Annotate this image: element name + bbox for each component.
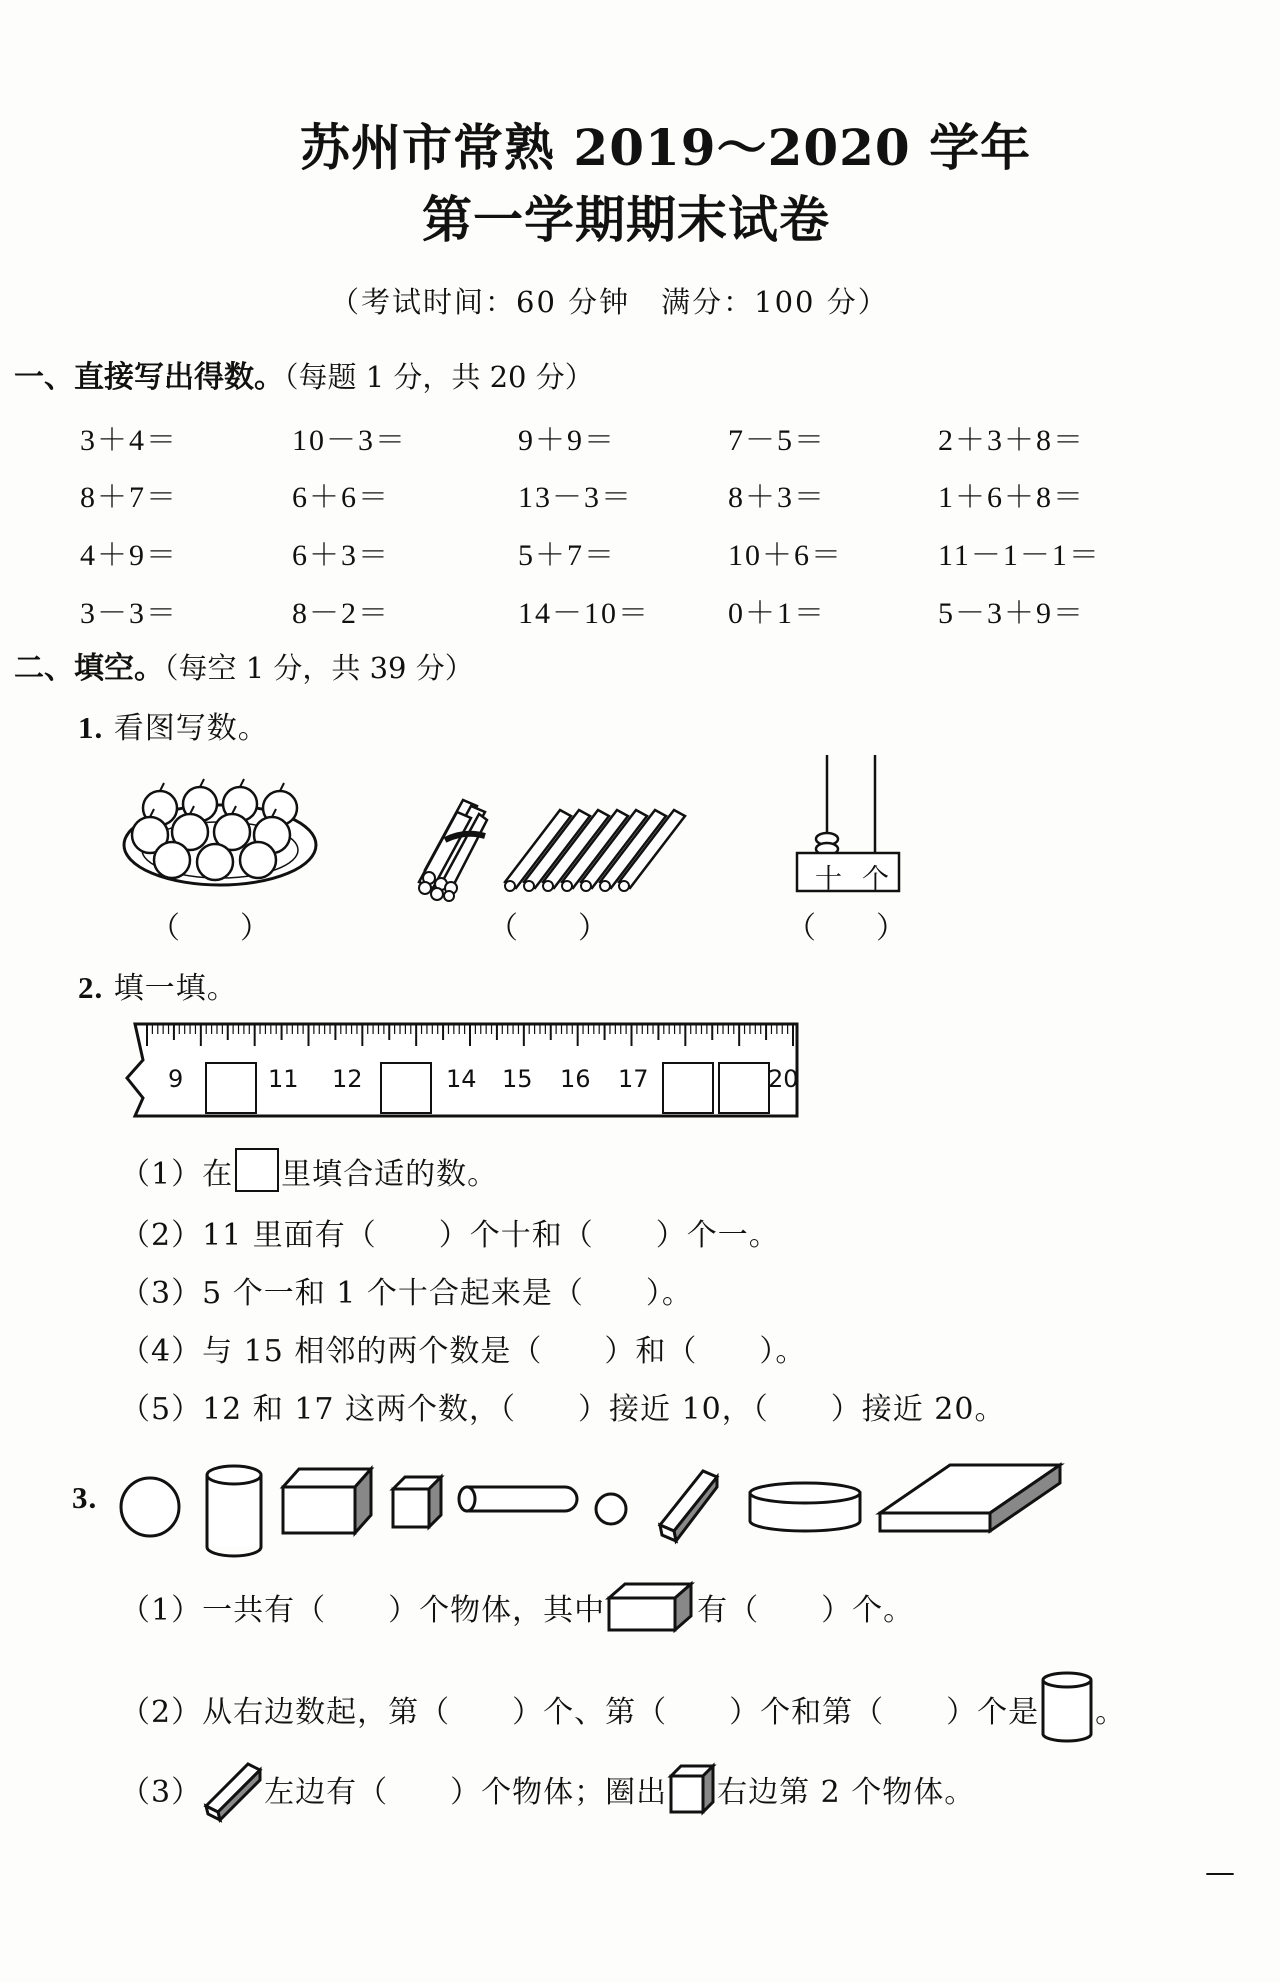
ruler-answer-box[interactable] — [718, 1062, 770, 1114]
equation: 7－5＝ — [728, 424, 826, 457]
equation: 3＋4＝ — [80, 424, 178, 457]
ruler-answer-box[interactable] — [380, 1062, 432, 1114]
section1-note: （每题 1 分，共 20 分） — [284, 360, 594, 394]
q2-sub-1-suffix: 里填合适的数。 — [281, 1157, 499, 1192]
sticks-bundle-picture — [415, 790, 695, 900]
q3-sub-1-suffix: 有（ ）个。 — [697, 1593, 915, 1628]
sphere-shape — [121, 1478, 179, 1536]
title-line-1: 苏州市常熟 2019～2020 学年 — [300, 118, 1032, 177]
q2-sub-1 — [120, 1148, 498, 1193]
equation: 3－3＝ — [80, 597, 178, 630]
equation: 9＋9＝ — [518, 424, 616, 457]
q2-sub-1-prefix: （1）在 — [120, 1157, 234, 1192]
ruler-number: 12 — [332, 1065, 363, 1093]
q3-sub-2-suffix: 。 — [1095, 1695, 1127, 1730]
q3-sub-2-prefix: （2）从右边数起，第（ ）个、第（ ）个和第（ ）个是 — [120, 1695, 1040, 1730]
inline-square-icon — [235, 1148, 279, 1192]
equation: 0＋1＝ — [728, 597, 826, 630]
lying-cylinder-shape — [459, 1487, 577, 1511]
equation: 10－3＝ — [292, 424, 407, 457]
cuboid-icon — [605, 1580, 697, 1634]
ruler-number: 9 — [168, 1065, 184, 1093]
abacus-label-tens: 十 — [815, 864, 842, 895]
flat-board-shape — [880, 1465, 1060, 1531]
q3-sub-1 — [120, 1580, 914, 1634]
solid-shapes-row — [115, 1455, 1075, 1565]
q3-sub-3 — [120, 1758, 975, 1824]
small-sphere-shape — [596, 1494, 626, 1524]
equation: 13－3＝ — [518, 481, 633, 514]
q3-sub-3-middle: 左边有（ ）个物体；圈出 — [264, 1775, 668, 1810]
equation: 1＋6＋8＝ — [938, 481, 1085, 514]
equation: 10＋6＝ — [728, 539, 843, 572]
question-1-text: 看图写数。 — [113, 711, 269, 746]
q2-sub-5: （5）12 和 17 这两个数，（ ）接近 10，（ ）接近 20。 — [120, 1392, 1006, 1427]
title-line-2: 第一学期期末试卷 — [422, 190, 830, 249]
equation: 8－2＝ — [292, 597, 390, 630]
equation: 8＋7＝ — [80, 481, 178, 514]
ruler-number: 20 — [768, 1065, 799, 1093]
section2-heading — [14, 643, 474, 687]
long-cuboid-shape — [660, 1471, 717, 1541]
page-mark: — — [1205, 1855, 1235, 1890]
equation: 2＋3＋8＝ — [938, 424, 1085, 457]
cube-icon — [667, 1762, 717, 1816]
equation: 8＋3＝ — [728, 481, 826, 514]
answer-blank-abacus[interactable]: （ ） — [786, 911, 906, 946]
section2-title: 二、填空。 — [14, 651, 164, 686]
cylinder-shape — [207, 1466, 261, 1556]
question-3-num: 3. — [72, 1480, 98, 1515]
ruler-number: 14 — [446, 1065, 477, 1093]
section2-note: （每空 1 分，共 39 分） — [164, 651, 474, 685]
ruler-answer-box[interactable] — [205, 1062, 257, 1114]
ruler-number: 17 — [618, 1065, 649, 1093]
equation: 6＋3＝ — [292, 539, 390, 572]
answer-blank-sticks[interactable]: （ ） — [488, 911, 608, 946]
question-2-text: 填一填。 — [113, 971, 238, 1006]
q3-sub-2 — [120, 1670, 1126, 1744]
ruler-answer-box[interactable] — [662, 1062, 714, 1114]
q3-sub-1-prefix: （1）一共有（ ）个物体，其中 — [120, 1593, 606, 1628]
equation: 6＋6＝ — [292, 481, 390, 514]
question-1-number: 1. — [78, 710, 104, 745]
cube-shape — [393, 1477, 441, 1527]
cylinder-icon — [1039, 1670, 1095, 1744]
q3-sub-3-prefix: （3） — [120, 1775, 203, 1810]
long-cuboid-icon — [202, 1758, 264, 1824]
q3-sub-3-suffix: 右边第 2 个物体。 — [717, 1775, 976, 1810]
equation: 14－10＝ — [518, 597, 650, 630]
q2-sub-3: （3）5 个一和 1 个十合起来是（ ）。 — [120, 1276, 693, 1311]
question-2 — [78, 963, 238, 1007]
exam-info: （考试时间：60 分钟 满分：100 分） — [330, 285, 889, 319]
ruler-number: 15 — [502, 1065, 533, 1093]
apples-plate-picture — [120, 780, 320, 890]
ruler-number: 16 — [560, 1065, 591, 1093]
ruler-number: 11 — [268, 1065, 299, 1093]
question-3-number — [72, 1480, 97, 1516]
answer-blank-apples[interactable]: （ ） — [150, 911, 270, 946]
question-2-number: 2. — [78, 970, 104, 1005]
cuboid-shape — [283, 1469, 371, 1533]
equation: 11－1－1＝ — [938, 539, 1101, 572]
section1-heading — [14, 352, 594, 396]
equation: 4＋9＝ — [80, 539, 178, 572]
equation: 5＋7＝ — [518, 539, 616, 572]
q2-sub-2: （2）11 里面有（ ）个十和（ ）个一。 — [120, 1218, 780, 1253]
equation: 5－3＋9＝ — [938, 597, 1085, 630]
question-1 — [78, 703, 269, 747]
flat-cylinder-shape — [750, 1483, 860, 1531]
q2-sub-4: （4）与 15 相邻的两个数是（ ）和（ ）。 — [120, 1334, 807, 1369]
section1-title: 一、直接写出得数。 — [14, 360, 284, 395]
abacus-label-ones: 个 — [862, 864, 889, 895]
